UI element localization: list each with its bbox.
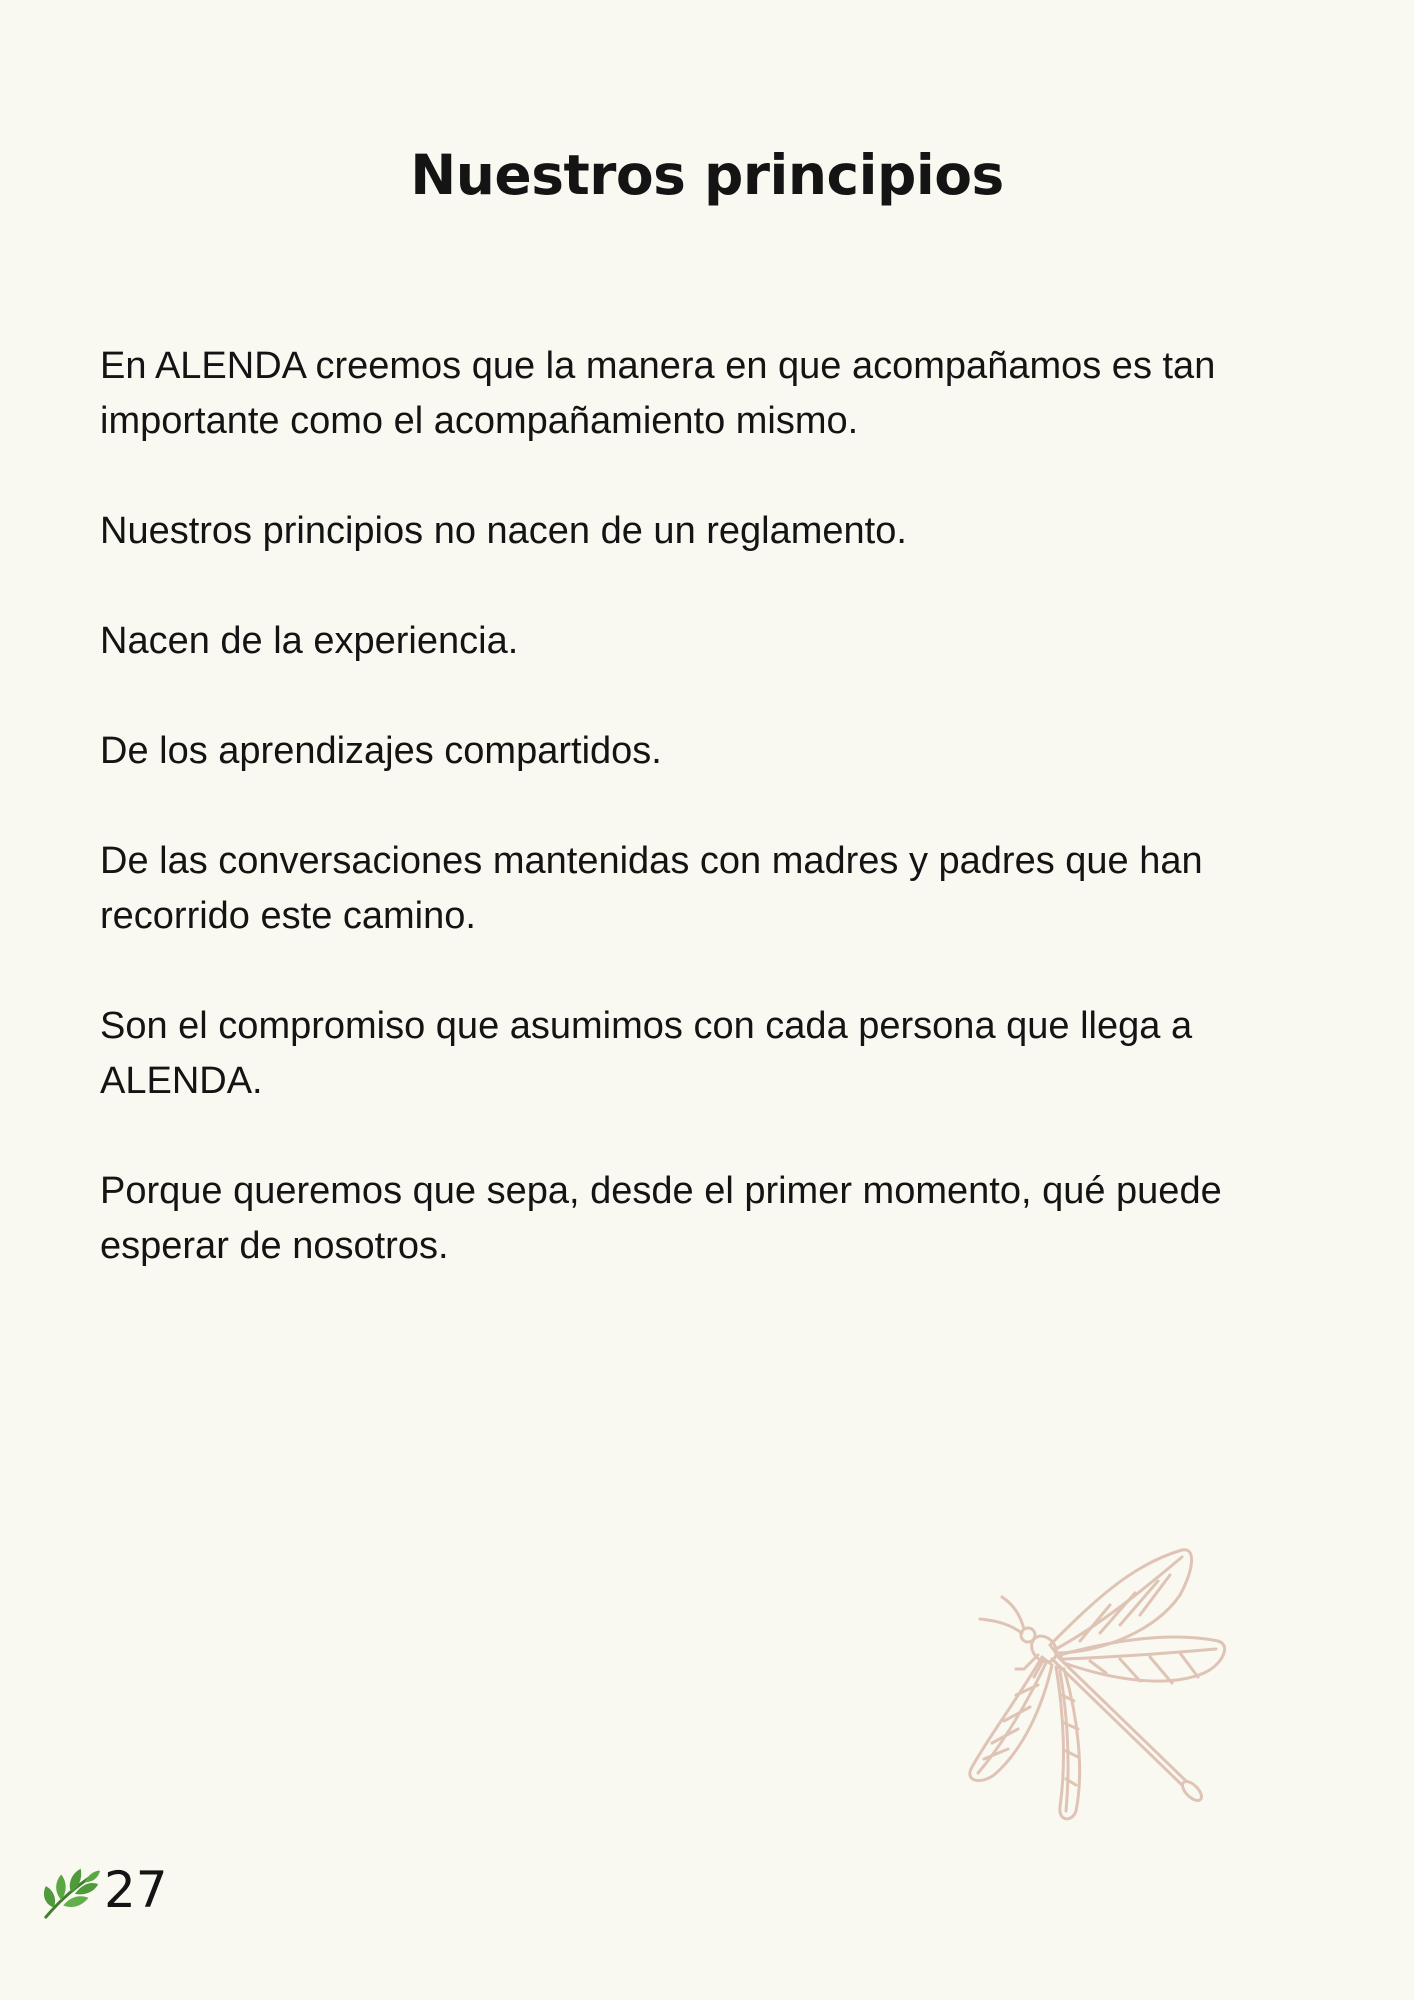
- paragraph: Nacen de la experiencia.: [100, 620, 519, 662]
- paragraph: Nuestros principios no nacen de un reglamento.: [100, 510, 907, 552]
- footer: [40, 1858, 168, 1922]
- page-number: 27: [104, 1861, 168, 1919]
- paragraph: Porque queremos que sepa, desde el primer momento, qué puede esperar de nosotros.: [100, 1170, 1222, 1267]
- body-text: [100, 339, 1330, 1329]
- paragraph: De los aprendizajes compartidos.: [100, 730, 662, 772]
- paragraph: Son el compromiso que asumimos con cada persona que llega a ALENDA.: [100, 1005, 1193, 1102]
- dragonfly-icon: [960, 1545, 1240, 1825]
- paragraph: De las conversaciones mantenidas con madres y padres que han recorrido este camino.: [100, 840, 1203, 937]
- paragraph: En ALENDA creemos que la manera en que acompañamos es tan importante como el acompañamiento mismo.: [100, 345, 1216, 442]
- leaf-icon: [40, 1859, 102, 1921]
- page-title: Nuestros principios: [410, 143, 1004, 207]
